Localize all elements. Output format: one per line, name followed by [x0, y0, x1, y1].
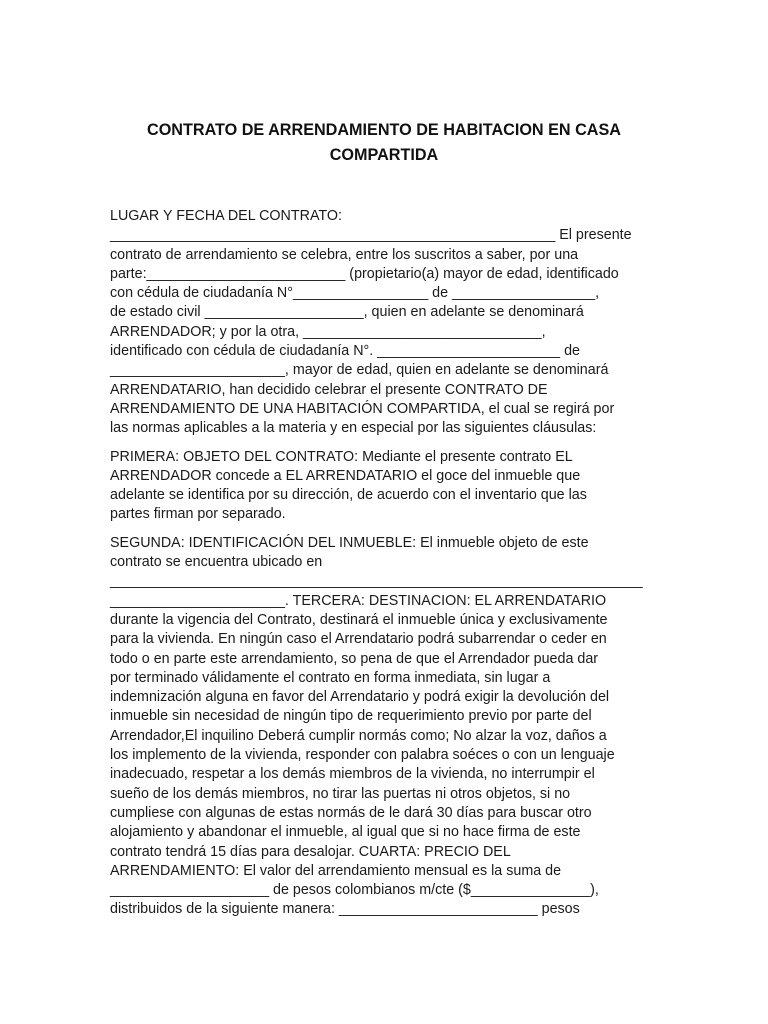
text-line: inmueble sin necesidad de ningún tipo de requerimiento previo por parte del [110, 708, 592, 725]
text-line: ______________________. TERCERA: DESTINACION: EL ARRENDATARIO [110, 592, 607, 609]
text-line: ______________________, mayor de edad, quien en adelante se denominará [110, 362, 609, 379]
text-line: inadecuado, respetar a los demás miembros de la vivienda, no interrumpir el [110, 766, 595, 783]
document-title [100, 118, 668, 168]
title-line-2: COMPARTIDA [329, 146, 439, 164]
text-line: contrato se encuentra ubicado en [110, 554, 323, 571]
text-line: todo o en parte este arrendamiento, so pena de que el Arrendador pueda dar [110, 650, 599, 667]
text-line: ________________________________________________________ El presente [110, 227, 632, 244]
text-line: identificado con cédula de ciudadanía N°. _______________________ de [110, 343, 580, 360]
text-line: durante la vigencia del Contrato, destinará el inmueble única y exclusivamente [110, 611, 608, 628]
text-line: alojamiento y abandonar el inmueble, al igual que si no hace firma de este [110, 824, 581, 841]
text-line: PRIMERA: OBJETO DEL CONTRATO: Mediante el presente contrato EL [110, 448, 573, 465]
text-line: ___________________________________________________________________ [110, 573, 643, 590]
text-line: distribuidos de la siguiente manera: _________________________ pesos [110, 901, 580, 918]
text-line: de estado civil ____________________, quien en adelante se denominará [110, 304, 584, 321]
text-line: contrato tendrá 15 días para desalojar. CUARTA: PRECIO DEL [110, 843, 511, 860]
paragraph-primera-clausula [110, 448, 656, 525]
text-line: ARRENDAMIENTO: El valor del arrendamiento mensual es la suma de [110, 862, 562, 879]
text-line: SEGUNDA: IDENTIFICACIÓN DEL INMUEBLE: El inmueble objeto de este [110, 534, 589, 551]
paragraph-lugar-fecha [110, 207, 656, 439]
text-line: indemnización alguna en favor del Arrendatario y podrá exigir la devolución del [110, 689, 610, 706]
text-line: ARRENDAMIENTO DE UNA HABITACIÓN COMPARTIDA, el cual se regirá por [110, 400, 615, 417]
text-line: por terminado válidamente el contrato en forma inmediata, sin lugar a [110, 669, 551, 686]
text-line: ARRENDADOR; y por la otra, ______________________________, [110, 323, 546, 340]
text-line: parte:_________________________ (propietario(a) mayor de edad, identificado [110, 265, 619, 282]
text-line: LUGAR Y FECHA DEL CONTRATO: [110, 208, 342, 224]
text-line: ARRENDATARIO, han decidido celebrar el presente CONTRATO DE [110, 381, 548, 398]
document-body [110, 207, 656, 929]
title-line-1: CONTRATO DE ARRENDAMIENTO DE HABITACION EN CASA [147, 121, 621, 139]
text-line: cumpliese con algunas de estas normás de le dará 30 días para buscar otro [110, 804, 592, 821]
text-line: ____________________ de pesos colombianos m/cte ($_______________), [110, 882, 599, 899]
text-line: sueño de los demás miembros, no tirar las puertas ni otros objetos, si no [110, 785, 571, 802]
text-line: Arrendador,El inquilino Deberá cumplir normás como; No alzar la voz, daños a [110, 727, 607, 744]
text-line: adelante se identifica por su dirección, de acuerdo con el inventario que las [110, 487, 587, 504]
text-line: con cédula de ciudadanía N°_________________ de __________________, [110, 285, 600, 302]
text-line: contrato de arrendamiento se celebra, entre los suscritos a saber, por una [110, 246, 579, 263]
text-line: partes firman por separado. [110, 506, 286, 523]
text-line: ARRENDADOR concede a EL ARRENDATARIO el goce del inmueble que [110, 467, 581, 484]
text-line: para la vivienda. En ningún caso el Arrendatario podrá subarrendar o ceder en [110, 631, 607, 648]
paragraph-segunda-clausula [110, 534, 656, 920]
text-line: los implemento de la vivienda, responder con palabra soéces o con un lenguaje [110, 747, 615, 764]
text-line: las normas aplicables a la materia y en especial por las siguientes cláusulas: [110, 420, 597, 437]
